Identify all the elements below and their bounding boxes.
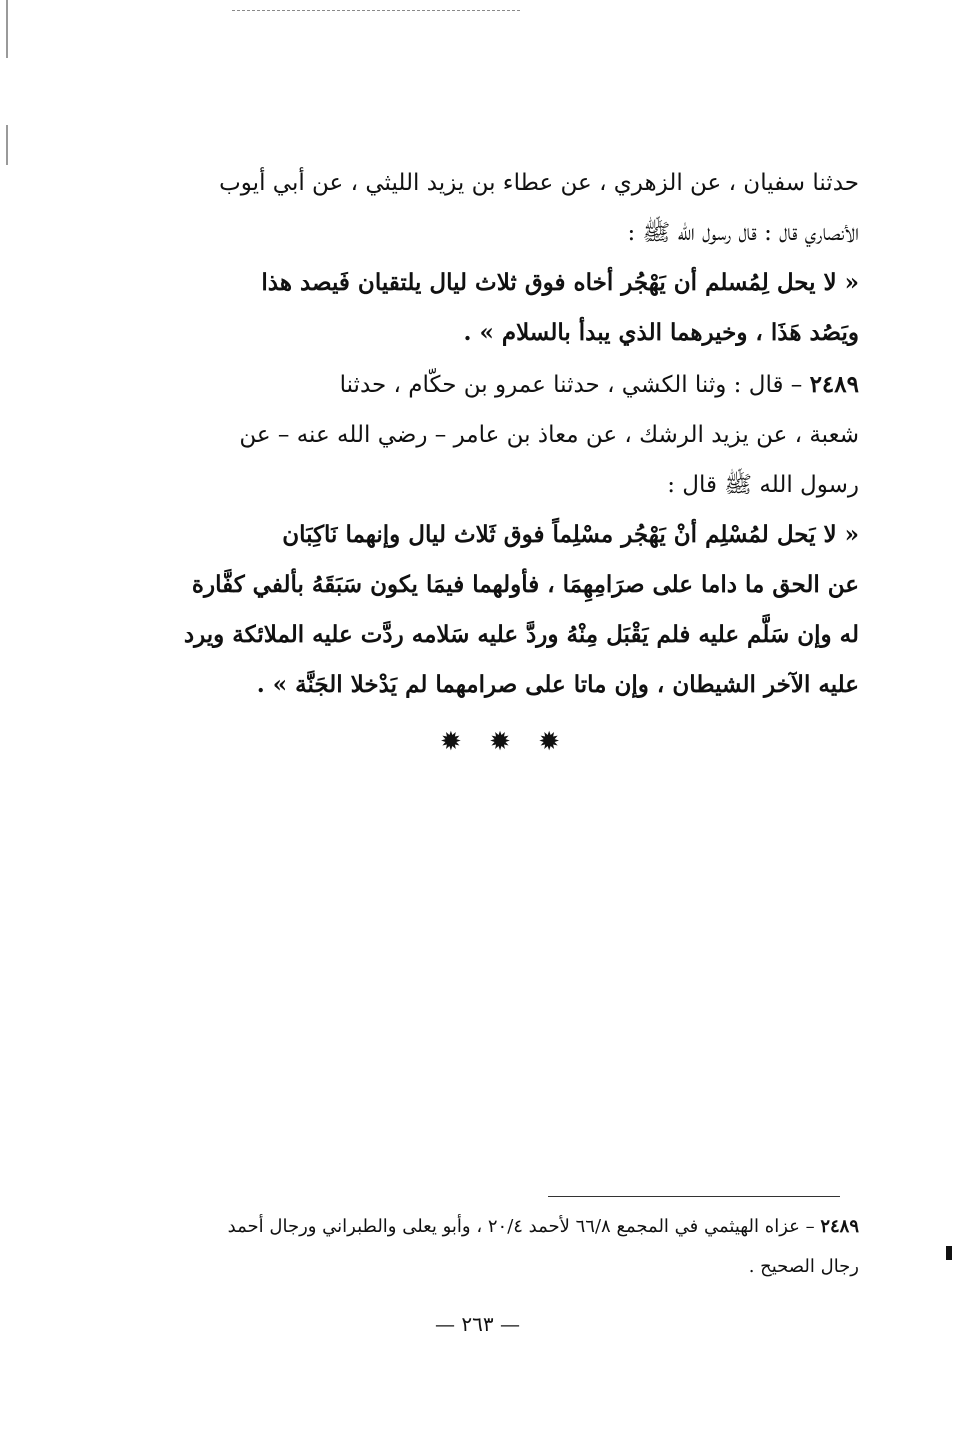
isnad-line: شعبة ، عن يزيد الرشك ، عن معاذ بن عامر – رضي الله عنه – عن <box>239 422 859 448</box>
star-ornament-icon: ✹ <box>489 727 511 757</box>
hadith-line: له وإن سَلَّم عليه فلم يَقْبَل مِنْهُ وردَّ عليه سَلامه ردَّت عليه الملائكة ويرد <box>183 621 859 648</box>
isnad-line: رسول الله ﷺ قال : <box>667 472 859 498</box>
top-dashed-rule <box>232 10 520 11</box>
isnad-line: حدثنا سفيان ، عن الزهري ، عن عطاء بن يزيد الليثي ، عن أبي أيوب <box>219 170 859 196</box>
page-edge-mark <box>946 1246 952 1260</box>
page-edge-line-middle <box>6 125 8 165</box>
hadith-line: « لا يَحل لمُسْلِم أنْ يَهْجُر مسْلِماً فوق ثَلاث ليال وإنهما نَاكِبَان <box>282 521 859 548</box>
hadith-line: « لا يحل لِمُسلم أن يَهْجُر أخاه فوق ثلاث ليال يلتقيان فَيصد هذا <box>261 269 859 296</box>
hadith-line: عليه الآخر الشيطان ، وإن ماتا على صرامهما لم يَدْخلا الجَنَّة » . <box>256 671 859 698</box>
footnote-number: ٢٤٨٩ <box>820 1216 859 1237</box>
footnote-line: رجال الصحيح . <box>748 1256 859 1277</box>
section-divider-ornament <box>440 727 560 757</box>
hadith-text-2 <box>159 510 859 710</box>
footnote-separator <box>548 1196 840 1197</box>
page-edge-line-top <box>6 0 8 58</box>
hadith-text-1 <box>159 258 859 358</box>
star-ornament-icon: ✹ <box>538 727 560 757</box>
page-number: — ٢٦٣ — <box>435 1312 520 1336</box>
isnad-line: – قال : وثنا الكشي ، حدثنا عمرو بن حكّام ، حدثنا <box>339 372 803 398</box>
hadith-line: ويَصُد هَذَا ، وخيرهما الذي يبدأ بالسلام » . <box>463 319 859 346</box>
footnote <box>139 1207 859 1287</box>
hadith-number: ٢٤٨٩ <box>809 371 859 398</box>
isnad-line: الأنصاري قال : قال رسول الله ﷺ : <box>627 220 859 246</box>
isnad-paragraph-1 <box>159 158 859 258</box>
footnote-line: – عزاه الهيثمي في المجمع ٦٦/٨ لأحمد ٢٠/٤ ، وأبو يعلى والطبراني ورجال أحمد <box>227 1216 815 1237</box>
star-ornament-icon: ✹ <box>440 727 462 757</box>
isnad-paragraph-2 <box>159 360 859 510</box>
hadith-line: عن الحق ما داما على صرَامِهِمَا ، فأولهما فيمَا يكون سَبَقَهُ بألفي كفَّارة <box>191 571 859 598</box>
